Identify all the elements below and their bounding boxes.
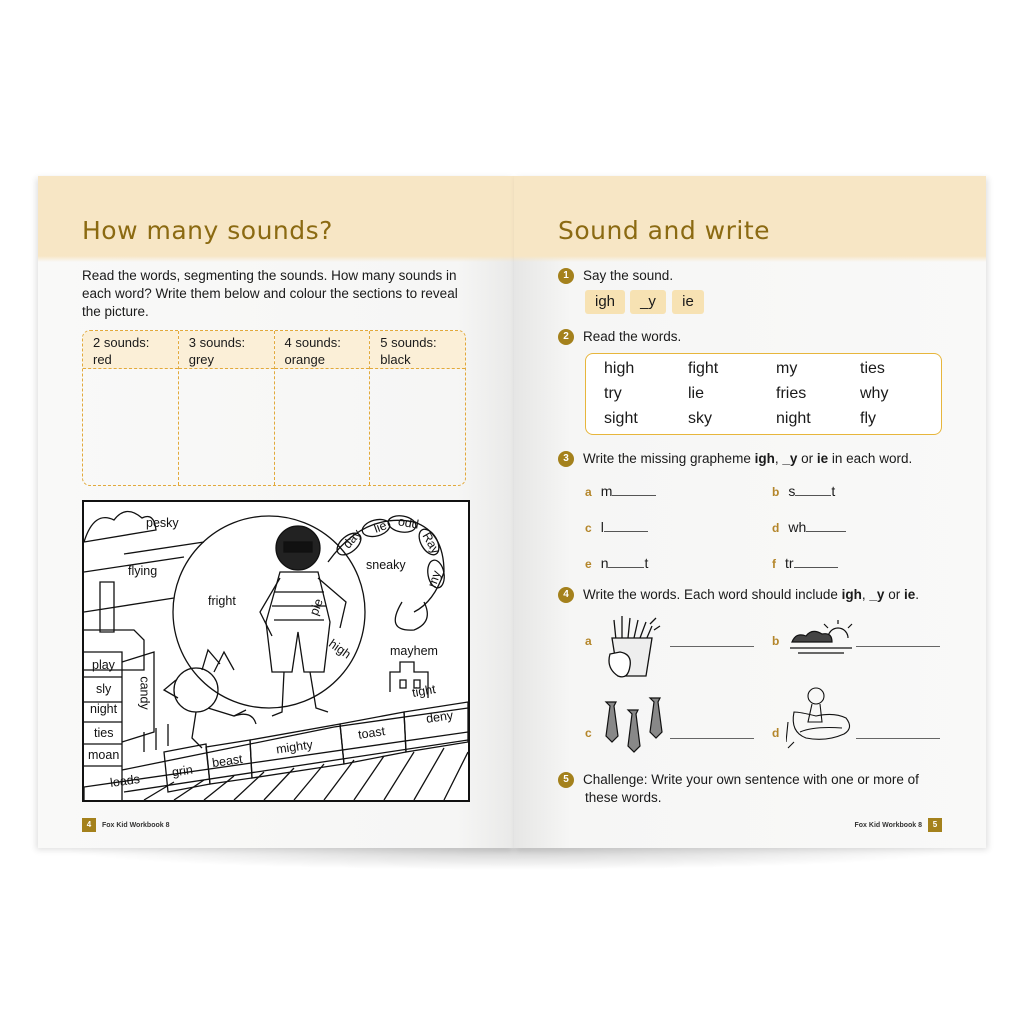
footer-title: Fox Kid Workbook 8 [854,821,923,829]
colour-by-sounds-picture[interactable] [82,500,470,802]
right-footer [855,818,943,832]
page-number: 4 [82,818,96,832]
picture-word: beast [211,751,244,771]
pie-icon [786,682,856,750]
gap-item-e[interactable]: e n t [585,555,649,571]
picture-word: sly [96,682,112,696]
sound-chip: ie [672,290,704,314]
left-page [38,176,514,848]
sounds-column-3[interactable] [179,331,275,485]
sounds-column-5[interactable] [370,331,465,485]
step-4: 4 Write the words. Each word should include igh, _y or ie. [558,587,919,603]
picture-word: play [92,658,115,672]
gap-item-f[interactable]: f tr [772,555,838,571]
step-3: 3 Write the missing grapheme igh, _y or ie in each word. [558,451,912,467]
picture-letter: a [585,634,592,648]
step-text: Read the words. [583,329,682,344]
ties-icon [602,692,672,754]
picture-word: night [90,702,118,716]
step-number: 4 [558,587,574,603]
picture-word: moan [88,748,120,762]
picture-word: loads [109,771,141,791]
answer-line-a[interactable] [670,646,754,647]
page-number: 5 [928,818,942,832]
answer-line-c[interactable] [670,738,754,739]
step-number: 2 [558,329,574,345]
gap-item-d[interactable]: d wh [772,519,846,535]
gap-item-b[interactable]: b s t [772,483,836,499]
picture-word: tight [410,682,437,700]
picture-word: sneaky [366,558,406,572]
picture-word: pesky [146,516,179,530]
answer-line-d[interactable] [856,738,940,739]
sounds-column-header: 5 sounds: black [370,331,465,369]
picture-word: grin [171,762,194,780]
sounds-column-header: 4 sounds: orange [275,331,370,369]
right-page-title: Sound and write [558,216,771,245]
gap-item-c[interactable]: c l [585,519,648,535]
picture-word: pie [306,596,326,618]
word: night [776,410,811,427]
word: try [604,385,622,402]
picture-word: high [326,636,354,662]
picture-word: day [340,526,364,552]
gap-blank[interactable] [604,531,648,532]
word: ties [860,360,885,377]
sounds-column-header: 2 sounds: red [83,331,178,369]
picture-word: Ray [419,529,443,557]
sound-chip: igh [585,290,625,314]
gap-item-a[interactable]: a m [585,483,656,499]
picture-word: mayhem [390,644,438,658]
step-number: 1 [558,268,574,284]
picture-letter: b [772,634,780,648]
word: fight [688,360,719,377]
left-page-title: How many sounds? [82,216,333,245]
step-1 [558,268,673,284]
step-5: 5 Challenge: Write your own sentence with one or more of these words. [558,771,919,807]
picture-letter: c [585,726,592,740]
sounds-column-4[interactable] [275,331,371,485]
word: sight [604,410,638,427]
step-number: 5 [558,772,574,788]
step-2 [558,329,681,345]
sky-icon [788,620,854,660]
left-footer [82,818,170,832]
picture-word: lie [371,518,389,536]
picture-word: my [424,568,444,590]
picture-word: flying [128,564,158,578]
instructions-text: Read the words, segmenting the sounds. How many sounds in each word? Write them below and colour the sections to reveal the picture. [82,268,458,319]
step-text: Say the sound. [583,268,674,283]
picture-word: mighty [275,737,314,757]
picture-word: ties [94,726,114,740]
footer-title: Fox Kid Workbook 8 [101,821,170,829]
step-number: 3 [558,451,574,467]
answer-line-b[interactable] [856,646,940,647]
sounds-table [82,330,466,486]
picture-word: toast [357,724,386,742]
word-box [585,353,942,435]
gap-blank[interactable] [612,495,656,496]
word: fries [776,385,807,402]
word: sky [688,410,712,427]
right-page [514,176,986,848]
sounds-column-2[interactable] [83,331,179,485]
word: fly [860,410,876,427]
gap-blank[interactable] [795,495,831,496]
picture-word: deny [425,708,454,726]
gap-blank[interactable] [794,567,838,568]
word: why [860,385,889,402]
word: high [604,360,635,377]
gap-blank[interactable] [608,567,644,568]
word: my [776,360,798,377]
picture-word: fright [208,594,236,608]
picture-word: candy [137,676,152,710]
sound-chip: _y [630,290,666,314]
word: lie [688,385,705,402]
picture-letter: d [772,726,780,740]
fries-icon [606,614,662,686]
gap-blank[interactable] [806,531,846,532]
picture-word: odd [396,514,420,532]
sounds-column-header: 3 sounds: grey [179,331,274,369]
